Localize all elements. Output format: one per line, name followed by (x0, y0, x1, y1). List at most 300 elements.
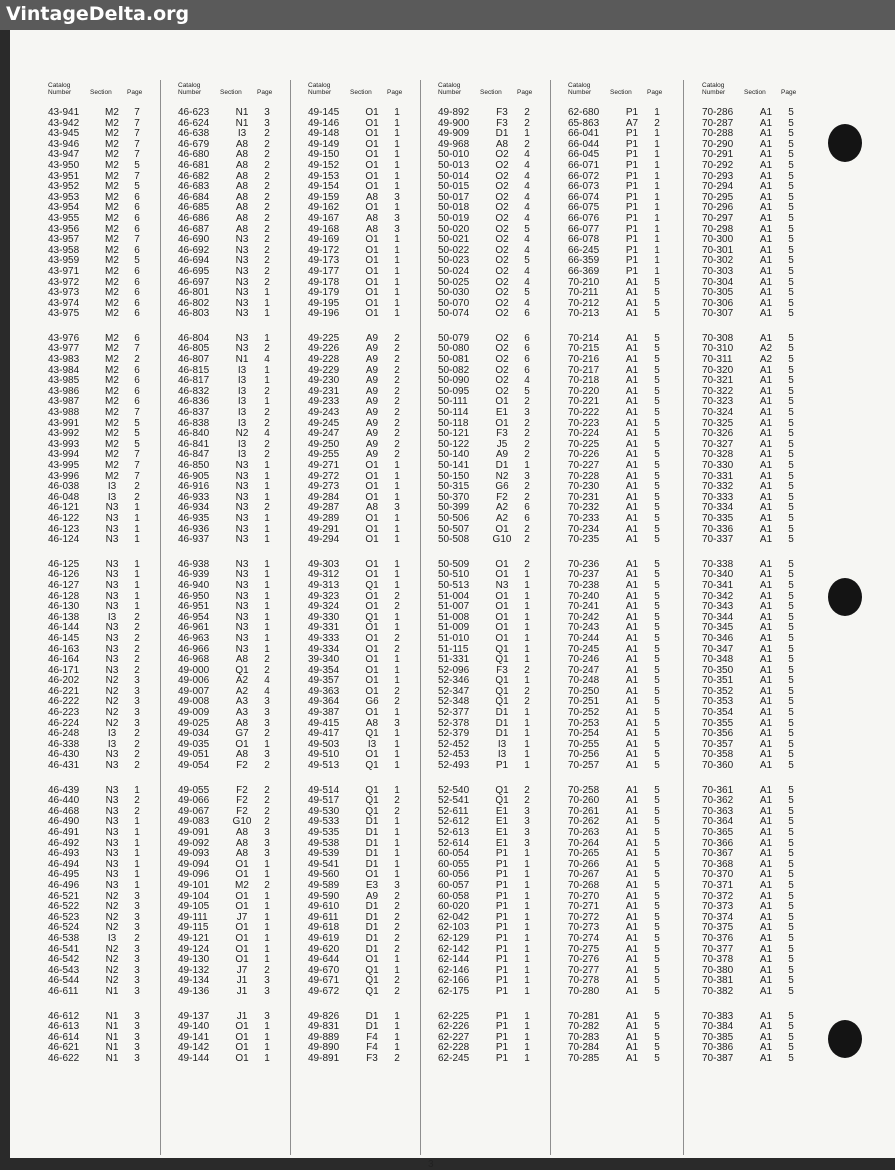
page-ref: 5 (788, 805, 794, 817)
section-code: N3 (105, 784, 119, 796)
page-ref: 5 (654, 696, 660, 708)
catalog-number: 49-145 (308, 107, 340, 118)
catalog-number: 60-020 (438, 901, 470, 913)
section-code: N3 (105, 749, 119, 761)
catalog-number: 70-297 (702, 212, 734, 224)
page-ref: 3 (134, 985, 140, 997)
page-ref: 1 (264, 590, 270, 602)
section-code: O1 (235, 1021, 249, 1033)
catalog-number: 70-371 (702, 879, 734, 891)
section-code: A1 (625, 932, 639, 944)
section-code: A1 (759, 964, 773, 976)
page-ref: 5 (788, 149, 794, 161)
section-code: A9 (365, 890, 379, 902)
page-ref: 2 (134, 728, 140, 740)
page-ref: 5 (788, 685, 794, 697)
section-code: A1 (625, 364, 639, 376)
catalog-number: 66-075 (568, 202, 600, 214)
section-code: A1 (625, 975, 639, 987)
page-ref: 1 (264, 579, 270, 591)
table-row (48, 761, 176, 772)
page-ref: 5 (788, 1031, 794, 1043)
section-code: A1 (759, 297, 773, 309)
section-code: N3 (105, 858, 119, 870)
page-ref: 1 (264, 287, 270, 299)
table-row (308, 987, 436, 998)
section-code: A1 (759, 579, 773, 591)
section-code: A1 (759, 308, 773, 320)
catalog-number: 50-020 (438, 223, 470, 235)
section-code: P1 (495, 911, 509, 923)
section-code: Q1 (495, 675, 509, 687)
section-code: O1 (495, 523, 509, 535)
catalog-number: 43-988 (48, 407, 80, 419)
page-ref: 3 (134, 685, 140, 697)
section-code: O1 (365, 601, 379, 613)
catalog-number: 46-684 (178, 191, 210, 203)
page-ref: 5 (524, 385, 530, 397)
catalog-number: 70-272 (568, 911, 600, 923)
catalog-number: 46-543 (48, 964, 80, 976)
catalog-number: 46-128 (48, 590, 80, 602)
catalog-number: 51-009 (438, 622, 470, 634)
page-ref: 1 (264, 396, 270, 408)
page-ref: 1 (394, 784, 400, 796)
page-ref: 1 (654, 181, 660, 193)
page-ref: 5 (788, 858, 794, 870)
section-code: A1 (759, 1042, 773, 1054)
catalog-number: 46-614 (48, 1031, 80, 1043)
catalog-number: 70-247 (568, 664, 600, 676)
section-code: N3 (235, 255, 249, 267)
catalog-number: 49-312 (308, 569, 340, 581)
header-catalog-number: Catalog Number (308, 82, 332, 96)
page-ref: 1 (394, 170, 400, 182)
page-ref: 1 (394, 1010, 400, 1022)
page-ref: 1 (524, 922, 530, 934)
catalog-number: 46-171 (48, 664, 80, 676)
page-ref: 1 (134, 579, 140, 591)
catalog-number: 70-296 (702, 202, 734, 214)
page-ref: 5 (788, 749, 794, 761)
page-ref: 6 (524, 502, 530, 514)
page-ref: 2 (264, 244, 270, 256)
entry-group (178, 1012, 306, 1065)
section-code: O1 (365, 181, 379, 193)
page-ref: 3 (264, 827, 270, 838)
catalog-number: 46-621 (48, 1042, 80, 1054)
page-ref: 1 (264, 858, 270, 870)
section-code: A1 (625, 396, 639, 408)
section-code: A1 (759, 191, 773, 203)
section-code: N3 (105, 512, 119, 524)
page-ref: 5 (654, 879, 660, 891)
column-header (308, 80, 436, 102)
page-ref: 1 (524, 738, 530, 750)
catalog-number: 70-233 (568, 512, 600, 524)
section-code: A9 (365, 332, 379, 344)
section-code: N3 (235, 558, 249, 570)
page-ref: 2 (394, 438, 400, 450)
page-ref: 4 (524, 191, 530, 203)
page-ref: 2 (264, 343, 270, 355)
section-code: A2 (495, 512, 509, 524)
page-ref: 1 (524, 985, 530, 997)
catalog-number: 70-273 (568, 922, 600, 934)
page-ref: 2 (264, 149, 270, 161)
page-ref: 5 (654, 632, 660, 644)
section-code: N3 (235, 590, 249, 602)
page-ref: 2 (394, 943, 400, 955)
catalog-number: 70-301 (702, 244, 734, 256)
page-ref: 5 (654, 491, 660, 503)
page-ref: 1 (654, 170, 660, 182)
section-code: M2 (105, 332, 119, 344)
section-code: N3 (235, 579, 249, 591)
header-section: Section (480, 89, 502, 96)
section-code: A1 (625, 332, 639, 344)
section-code: A8 (235, 837, 249, 849)
section-code: A1 (625, 523, 639, 535)
catalog-number: 70-364 (702, 816, 734, 828)
section-code: A1 (625, 287, 639, 299)
catalog-number: 43-954 (48, 202, 80, 214)
entry-group (178, 334, 306, 546)
section-code: I3 (367, 738, 377, 750)
page-ref: 3 (134, 954, 140, 966)
catalog-number: 49-968 (438, 138, 470, 150)
catalog-number: 70-340 (702, 569, 734, 581)
catalog-number: 49-134 (178, 975, 210, 987)
binder-hole (828, 124, 862, 162)
catalog-number: 46-963 (178, 632, 210, 644)
page-ref: 5 (654, 784, 660, 796)
catalog-number: 70-370 (702, 869, 734, 881)
table-row (568, 214, 696, 225)
page-ref: 5 (788, 523, 794, 535)
section-code: N3 (105, 558, 119, 570)
section-code: P1 (495, 922, 509, 934)
catalog-number: 70-355 (702, 717, 734, 729)
catalog-number: 70-245 (568, 643, 600, 655)
catalog-number: 49-093 (178, 848, 210, 860)
page-ref: 1 (524, 1021, 530, 1033)
catalog-number: 49-229 (308, 364, 340, 376)
table-row (438, 267, 566, 278)
section-code: O2 (495, 308, 509, 320)
table-row (308, 461, 436, 472)
catalog-number: 49-051 (178, 749, 210, 761)
section-code: I3 (497, 738, 507, 750)
catalog-number: 70-327 (702, 438, 734, 450)
table-row (178, 828, 306, 839)
catalog-number: 49-331 (308, 622, 340, 634)
page-ref: 1 (524, 964, 530, 976)
section-code: A1 (759, 654, 773, 666)
section-code: A1 (759, 523, 773, 535)
page-ref: 5 (654, 601, 660, 613)
section-code: A1 (759, 396, 773, 408)
section-code: A8 (235, 149, 249, 161)
page-ref: 1 (524, 1042, 530, 1054)
catalog-number: 46-837 (178, 407, 210, 419)
table-row (438, 1054, 566, 1065)
catalog-number: 49-364 (308, 696, 340, 708)
header-page: Page (647, 89, 663, 96)
section-code: A8 (365, 502, 379, 514)
section-code: M2 (105, 138, 119, 150)
page-ref: 1 (394, 481, 400, 493)
catalog-number: 49-083 (178, 816, 210, 828)
page-ref: 1 (524, 901, 530, 913)
catalog-number: 49-245 (308, 417, 340, 429)
table-row (178, 634, 306, 645)
page-ref: 1 (654, 138, 660, 150)
section-code: A1 (759, 417, 773, 429)
page-ref: 1 (524, 760, 530, 772)
page-ref: 1 (264, 869, 270, 881)
catalog-number: 49-225 (308, 332, 340, 344)
catalog-number: 49-055 (178, 784, 210, 796)
page-ref: 4 (524, 276, 530, 288)
catalog-number: 52-347 (438, 685, 470, 697)
section-code: A9 (365, 343, 379, 355)
page-ref: 2 (134, 643, 140, 655)
catalog-number: 50-021 (438, 234, 470, 246)
section-code: A1 (759, 149, 773, 161)
page-ref: 5 (788, 481, 794, 493)
catalog-number: 49-149 (308, 138, 340, 150)
index-column (308, 80, 436, 1078)
section-code: J5 (496, 438, 508, 450)
catalog-number: 70-242 (568, 611, 600, 623)
page-ref: 5 (654, 805, 660, 817)
catalog-number: 70-212 (568, 297, 600, 309)
section-code: P1 (495, 879, 509, 891)
section-code: M2 (105, 191, 119, 203)
header-catalog-number: Catalog Number (178, 82, 202, 96)
section-code: J1 (236, 985, 248, 997)
page-ref: 4 (524, 297, 530, 309)
page-ref: 5 (654, 579, 660, 591)
section-code: O2 (495, 276, 509, 288)
catalog-number: 46-961 (178, 622, 210, 634)
section-code: M2 (105, 297, 119, 309)
page-ref: 5 (788, 470, 794, 482)
catalog-number: 70-352 (702, 685, 734, 697)
section-code: O2 (495, 170, 509, 182)
page-ref: 6 (524, 354, 530, 366)
section-code: N1 (105, 1031, 119, 1043)
entry-group (178, 786, 306, 998)
page-ref: 1 (394, 1021, 400, 1033)
catalog-number: 46-490 (48, 816, 80, 828)
page-ref: 1 (524, 848, 530, 860)
page-ref: 3 (394, 879, 400, 891)
table-row (702, 309, 830, 320)
table-row (438, 634, 566, 645)
section-code: O2 (495, 212, 509, 224)
section-code: I3 (107, 491, 117, 503)
page-ref: 1 (524, 128, 530, 140)
section-code: G6 (365, 696, 379, 708)
section-code: A1 (759, 234, 773, 246)
section-code: N3 (235, 470, 249, 482)
section-code: M2 (235, 879, 249, 891)
page-ref: 3 (264, 1010, 270, 1022)
catalog-number: 43-941 (48, 107, 80, 118)
section-code: A1 (759, 890, 773, 902)
index-column (48, 80, 176, 1078)
catalog-number: 70-213 (568, 308, 600, 320)
section-code: I3 (237, 449, 247, 461)
page-ref: 2 (524, 795, 530, 807)
table-row (568, 461, 696, 472)
catalog-number: 46-431 (48, 760, 80, 772)
section-code: Q1 (235, 664, 249, 676)
page-ref: 2 (394, 1052, 400, 1064)
page-ref: 5 (788, 460, 794, 471)
page-ref: 1 (394, 512, 400, 524)
section-code: A1 (625, 1021, 639, 1033)
table-row (438, 581, 566, 592)
section-code: P1 (625, 149, 639, 161)
catalog-number: 49-589 (308, 879, 340, 891)
page-ref: 5 (654, 1052, 660, 1064)
section-code: A1 (759, 265, 773, 277)
page-ref: 5 (524, 255, 530, 267)
catalog-number: 66-077 (568, 223, 600, 235)
section-code: O1 (365, 276, 379, 288)
page-ref: 1 (394, 827, 400, 838)
page-ref: 5 (788, 943, 794, 955)
catalog-number: 50-019 (438, 212, 470, 224)
section-code: N2 (105, 901, 119, 913)
section-code: A1 (759, 470, 773, 482)
section-code: O1 (365, 654, 379, 666)
page-ref: 5 (788, 975, 794, 987)
section-code: A9 (365, 428, 379, 440)
page-ref: 2 (394, 932, 400, 944)
catalog-number: 49-173 (308, 255, 340, 267)
catalog-number: 46-524 (48, 922, 80, 934)
page-ref: 2 (394, 922, 400, 934)
page-ref: 1 (524, 590, 530, 602)
section-code: N3 (105, 601, 119, 613)
section-code: O1 (365, 512, 379, 524)
section-code: M2 (105, 159, 119, 171)
page-ref: 1 (134, 502, 140, 514)
catalog-number: 70-343 (702, 601, 734, 613)
page-ref: 7 (134, 128, 140, 140)
page-ref: 5 (788, 407, 794, 419)
catalog-number: 46-685 (178, 202, 210, 214)
section-code: N2 (105, 707, 119, 719)
section-code: F2 (236, 760, 248, 772)
catalog-number: 49-154 (308, 181, 340, 193)
page-ref: 1 (264, 308, 270, 320)
page-ref: 2 (264, 728, 270, 740)
catalog-number: 70-221 (568, 396, 600, 408)
catalog-number: 60-058 (438, 890, 470, 902)
section-code: A1 (759, 590, 773, 602)
header-section: Section (350, 89, 372, 96)
catalog-number: 49-066 (178, 795, 210, 807)
section-code: A2 (495, 502, 509, 514)
page-ref: 2 (264, 438, 270, 450)
section-code: O1 (365, 128, 379, 140)
page-ref: 1 (524, 890, 530, 902)
page-ref: 2 (394, 805, 400, 817)
table-row (178, 161, 306, 172)
page-ref: 2 (654, 117, 660, 129)
header-page: Page (781, 89, 797, 96)
index-column (702, 80, 830, 1078)
catalog-number: 70-322 (702, 385, 734, 397)
section-code: A8 (235, 212, 249, 224)
table-row (48, 987, 176, 998)
page-ref: 2 (394, 396, 400, 408)
section-code: M2 (105, 428, 119, 440)
page-ref: 1 (134, 848, 140, 860)
page-ref: 5 (788, 643, 794, 655)
page-ref: 1 (264, 460, 270, 471)
catalog-number: 70-321 (702, 375, 734, 387)
section-code: O2 (495, 297, 509, 309)
section-code: A8 (495, 138, 509, 150)
catalog-number: 70-374 (702, 911, 734, 923)
section-code: A1 (759, 491, 773, 503)
section-code: N2 (105, 975, 119, 987)
page-ref: 5 (788, 181, 794, 193)
catalog-number: 49-153 (308, 170, 340, 182)
page-ref: 3 (264, 717, 270, 729)
catalog-number: 70-217 (568, 364, 600, 376)
entry-group (438, 108, 566, 320)
catalog-number: 49-323 (308, 590, 340, 602)
page-ref: 2 (134, 805, 140, 817)
page-ref: 5 (788, 632, 794, 644)
table-row (702, 514, 830, 525)
section-code: M2 (105, 265, 119, 277)
catalog-number: 49-513 (308, 760, 340, 772)
section-code: P1 (495, 890, 509, 902)
catalog-number: 49-146 (308, 117, 340, 129)
section-code: A1 (759, 816, 773, 828)
section-code: A1 (759, 502, 773, 514)
section-code: N3 (105, 590, 119, 602)
catalog-number: 46-612 (48, 1010, 80, 1022)
table-row (308, 535, 436, 546)
catalog-number: 46-125 (48, 558, 80, 570)
catalog-number: 49-091 (178, 827, 210, 838)
page-ref: 5 (788, 297, 794, 309)
section-code: A1 (625, 738, 639, 750)
page-ref: 1 (394, 244, 400, 256)
entry-group (178, 560, 306, 772)
entry-group (438, 786, 566, 998)
section-code: O1 (365, 170, 379, 182)
section-code: A1 (625, 308, 639, 320)
catalog-number: 66-044 (568, 138, 600, 150)
table-row (308, 214, 436, 225)
page-ref: 5 (788, 954, 794, 966)
page-ref: 5 (134, 417, 140, 429)
table-row (308, 881, 436, 892)
page-ref: 5 (654, 590, 660, 602)
catalog-number: 49-162 (308, 202, 340, 214)
section-code: A7 (625, 117, 639, 129)
